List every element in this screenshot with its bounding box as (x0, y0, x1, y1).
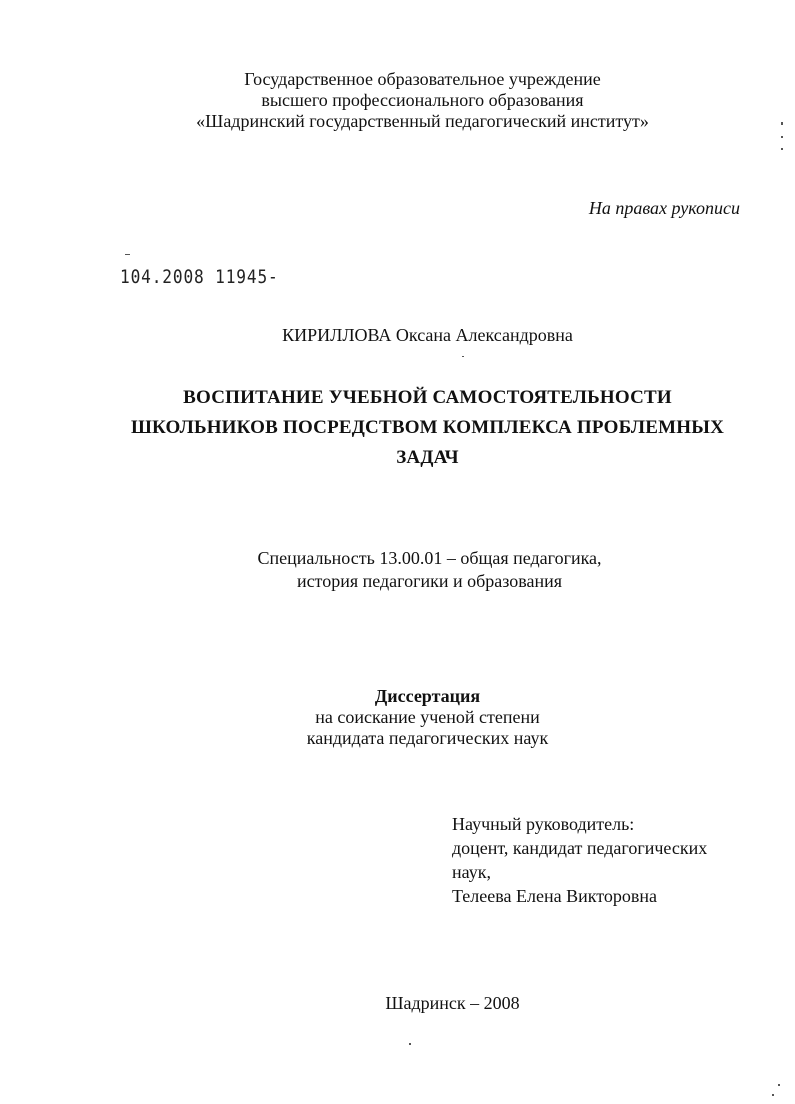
institution-header (25, 69, 795, 132)
registry-stamp: 104.2008 11945- (120, 266, 279, 288)
specialty-block (32, 547, 795, 593)
supervisor-block (452, 812, 752, 908)
institution-line: «Шадринский государственный педагогический институт» (196, 111, 649, 131)
supervisor-line: наук, (452, 862, 491, 882)
scan-speck (772, 1094, 774, 1096)
institution-line: Государственное образовательное учреждение (244, 69, 601, 89)
degree-line: кандидата педагогических наук (306, 728, 549, 748)
scan-speck (781, 136, 783, 138)
degree-line: на соискание ученой степени (315, 707, 540, 727)
degree-heading: Диссертация (374, 686, 481, 706)
degree-block (30, 686, 795, 749)
manuscript-note: На правах рукописи (588, 198, 740, 218)
scan-speck (409, 1043, 411, 1045)
title-line: ВОСПИТАНИЕ УЧЕБНОЙ САМОСТОЯТЕЛЬНОСТИ (183, 387, 672, 408)
scan-speck (781, 148, 783, 150)
title-line: ШКОЛЬНИКОВ ПОСРЕДСТВОМ КОМПЛЕКСА ПРОБЛЕМНЫХ (130, 417, 724, 438)
supervisor-line: Научный руководитель: (452, 814, 635, 834)
specialty-line: история педагогики и образования (296, 571, 563, 591)
city-year: Шадринск – 2008 (385, 993, 520, 1013)
title-line: ЗАДАЧ (396, 447, 459, 468)
dissertation-title (30, 383, 795, 473)
specialty-line: Специальность 13.00.01 – общая педагогика, (257, 548, 602, 568)
scan-speck (125, 254, 130, 255)
institution-line: высшего профессионального образования (261, 90, 584, 110)
supervisor-line: Телеева Елена Викторовна (452, 886, 657, 906)
supervisor-line: доцент, кандидат педагогических (452, 838, 708, 858)
scan-speck (781, 122, 783, 125)
scan-speck (462, 356, 464, 357)
scan-speck (778, 1084, 780, 1086)
author-name: КИРИЛЛОВА Оксана Александровна (282, 325, 573, 345)
